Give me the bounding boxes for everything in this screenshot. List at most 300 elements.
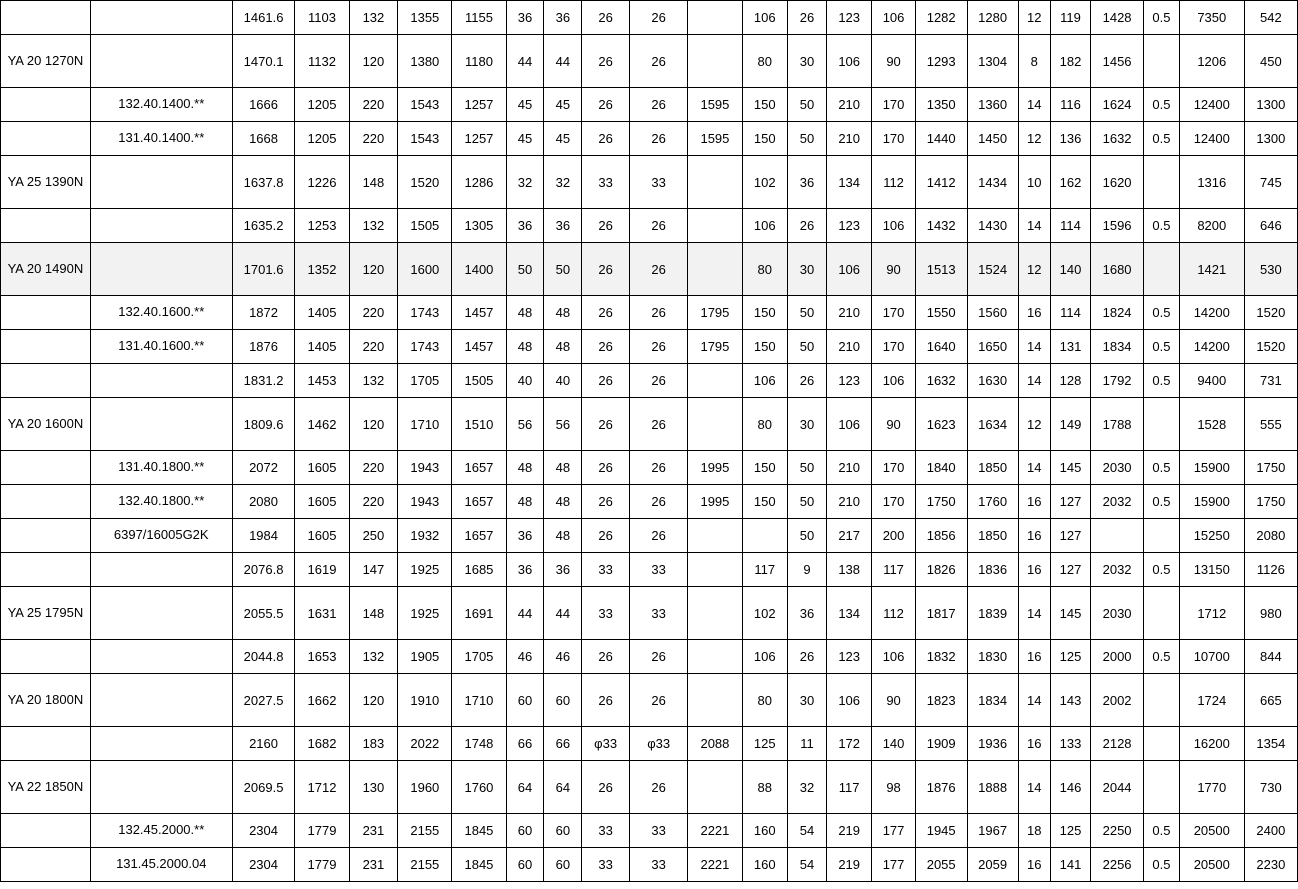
table-row [1,296,1298,330]
cell-d: 1743 [398,330,452,364]
table-row [1,243,1298,296]
table-row [1,398,1298,451]
cell-j: 1595 [688,88,742,122]
cell-q: 14 [1018,451,1050,485]
cell-r: 127 [1051,553,1091,587]
cell-f: 48 [506,451,544,485]
cell-s: 1824 [1091,296,1144,330]
cell-i: 26 [629,451,687,485]
cell-d: 1355 [398,1,452,35]
cell-q: 8 [1018,35,1050,88]
table-row [1,587,1298,640]
cell-o: 1909 [915,727,967,761]
cell-r: 128 [1051,364,1091,398]
cell-t: 0.5 [1144,485,1180,519]
table-row [1,761,1298,814]
cell-r: 133 [1051,727,1091,761]
cell-m: 219 [826,814,871,848]
cell-l: 30 [787,243,826,296]
cell-p: 1650 [967,330,1018,364]
cell-o: 1632 [915,364,967,398]
cell-a: 2304 [232,848,295,882]
cell-k: 106 [742,209,787,243]
cell-i: 33 [629,814,687,848]
cell-i: 26 [629,243,687,296]
cell-m: 106 [826,398,871,451]
cell-f: 36 [506,519,544,553]
cell-e: 1305 [452,209,506,243]
cell-code [90,640,232,674]
cell-b: 1605 [295,485,349,519]
cell-c: 148 [349,156,398,209]
cell-p: 1524 [967,243,1018,296]
cell-s: 2002 [1091,674,1144,727]
cell-r: 162 [1051,156,1091,209]
cell-p: 1850 [967,519,1018,553]
cell-code [90,35,232,88]
cell-d: 1925 [398,553,452,587]
cell-g: 48 [544,519,582,553]
cell-h: 26 [582,451,630,485]
cell-b: 1662 [295,674,349,727]
cell-o: 1293 [915,35,967,88]
cell-d: 1505 [398,209,452,243]
cell-v: 1750 [1244,451,1297,485]
cell-i: 26 [629,485,687,519]
cell-model: YA 20 1600N [1,398,91,451]
cell-q: 12 [1018,243,1050,296]
cell-e: 1257 [452,122,506,156]
cell-b: 1779 [295,848,349,882]
cell-b: 1619 [295,553,349,587]
cell-k: 106 [742,640,787,674]
cell-u: 8200 [1179,209,1244,243]
cell-code [90,398,232,451]
cell-v: 730 [1244,761,1297,814]
cell-code [90,761,232,814]
cell-u: 20500 [1179,848,1244,882]
cell-code: 132.40.1400.** [90,88,232,122]
cell-l: 30 [787,398,826,451]
cell-model [1,364,91,398]
cell-u: 9400 [1179,364,1244,398]
cell-j: 2088 [688,727,742,761]
cell-b: 1103 [295,1,349,35]
cell-model [1,814,91,848]
cell-n: 177 [872,848,915,882]
cell-u: 1712 [1179,587,1244,640]
cell-n: 98 [872,761,915,814]
cell-v: 1126 [1244,553,1297,587]
cell-r: 114 [1051,296,1091,330]
cell-l: 26 [787,209,826,243]
cell-f: 48 [506,296,544,330]
cell-j [688,243,742,296]
cell-g: 48 [544,485,582,519]
cell-u: 1421 [1179,243,1244,296]
cell-g: 66 [544,727,582,761]
cell-q: 14 [1018,88,1050,122]
cell-a: 2304 [232,814,295,848]
cell-a: 2027.5 [232,674,295,727]
cell-k: 102 [742,587,787,640]
table-row [1,88,1298,122]
cell-i: 26 [629,35,687,88]
cell-a: 2055.5 [232,587,295,640]
cell-r: 125 [1051,640,1091,674]
cell-b: 1653 [295,640,349,674]
cell-e: 1691 [452,587,506,640]
cell-d: 1960 [398,761,452,814]
cell-q: 16 [1018,553,1050,587]
cell-p: 1434 [967,156,1018,209]
cell-e: 1180 [452,35,506,88]
cell-h: 26 [582,761,630,814]
cell-m: 210 [826,330,871,364]
cell-s: 2044 [1091,761,1144,814]
cell-q: 16 [1018,848,1050,882]
cell-p: 1304 [967,35,1018,88]
cell-l: 50 [787,296,826,330]
cell-l: 54 [787,848,826,882]
cell-p: 1630 [967,364,1018,398]
cell-h: 26 [582,485,630,519]
cell-m: 134 [826,587,871,640]
cell-f: 48 [506,485,544,519]
cell-e: 1710 [452,674,506,727]
cell-j [688,364,742,398]
cell-u: 1528 [1179,398,1244,451]
cell-o: 1856 [915,519,967,553]
table-row [1,553,1298,587]
cell-m: 210 [826,451,871,485]
cell-h: 33 [582,814,630,848]
cell-l: 36 [787,156,826,209]
cell-g: 48 [544,296,582,330]
cell-m: 106 [826,674,871,727]
cell-m: 106 [826,35,871,88]
cell-model [1,727,91,761]
cell-p: 1450 [967,122,1018,156]
cell-f: 40 [506,364,544,398]
cell-v: 844 [1244,640,1297,674]
cell-j [688,587,742,640]
cell-d: 1925 [398,587,452,640]
cell-t: 0.5 [1144,814,1180,848]
cell-c: 220 [349,122,398,156]
cell-i: 26 [629,122,687,156]
cell-c: 147 [349,553,398,587]
cell-n: 170 [872,330,915,364]
cell-q: 14 [1018,674,1050,727]
cell-u: 13150 [1179,553,1244,587]
cell-g: 40 [544,364,582,398]
cell-o: 1412 [915,156,967,209]
cell-p: 1430 [967,209,1018,243]
cell-d: 1943 [398,485,452,519]
cell-s: 2250 [1091,814,1144,848]
cell-code [90,364,232,398]
cell-i: 26 [629,674,687,727]
cell-q: 12 [1018,1,1050,35]
cell-a: 2069.5 [232,761,295,814]
cell-model [1,848,91,882]
cell-g: 48 [544,330,582,364]
cell-h: 26 [582,519,630,553]
cell-code [90,156,232,209]
cell-n: 112 [872,156,915,209]
cell-m: 217 [826,519,871,553]
cell-model: YA 20 1270N [1,35,91,88]
cell-v: 1354 [1244,727,1297,761]
cell-t [1144,243,1180,296]
cell-l: 50 [787,88,826,122]
cell-o: 1640 [915,330,967,364]
cell-o: 1826 [915,553,967,587]
cell-l: 30 [787,35,826,88]
cell-f: 44 [506,35,544,88]
cell-g: 56 [544,398,582,451]
cell-code [90,243,232,296]
cell-i: φ33 [629,727,687,761]
cell-q: 14 [1018,209,1050,243]
cell-q: 14 [1018,330,1050,364]
cell-r: 127 [1051,519,1091,553]
cell-h: 26 [582,296,630,330]
cell-m: 123 [826,364,871,398]
cell-g: 60 [544,674,582,727]
cell-c: 220 [349,296,398,330]
cell-l: 9 [787,553,826,587]
cell-s: 2256 [1091,848,1144,882]
cell-model: YA 20 1800N [1,674,91,727]
cell-q: 16 [1018,519,1050,553]
cell-l: 36 [787,587,826,640]
cell-g: 45 [544,88,582,122]
cell-m: 219 [826,848,871,882]
cell-model [1,1,91,35]
cell-b: 1605 [295,451,349,485]
cell-code: 131.40.1800.** [90,451,232,485]
cell-t: 0.5 [1144,1,1180,35]
cell-i: 26 [629,398,687,451]
cell-s: 1680 [1091,243,1144,296]
cell-v: 1300 [1244,88,1297,122]
cell-i: 33 [629,156,687,209]
cell-f: 46 [506,640,544,674]
cell-q: 16 [1018,485,1050,519]
cell-n: 106 [872,640,915,674]
cell-k: 150 [742,485,787,519]
cell-e: 1155 [452,1,506,35]
cell-c: 220 [349,330,398,364]
cell-h: 33 [582,848,630,882]
cell-e: 1657 [452,485,506,519]
cell-u: 20500 [1179,814,1244,848]
cell-u: 10700 [1179,640,1244,674]
table-row [1,727,1298,761]
cell-h: 26 [582,640,630,674]
table-body [1,1,1298,882]
cell-s: 1596 [1091,209,1144,243]
cell-a: 2080 [232,485,295,519]
cell-n: 170 [872,88,915,122]
cell-k: 150 [742,330,787,364]
cell-t: 0.5 [1144,330,1180,364]
cell-model [1,296,91,330]
cell-t [1144,727,1180,761]
cell-model [1,88,91,122]
cell-s: 1788 [1091,398,1144,451]
cell-p: 1888 [967,761,1018,814]
cell-n: 177 [872,814,915,848]
cell-i: 26 [629,364,687,398]
cell-d: 2155 [398,848,452,882]
cell-l: 26 [787,1,826,35]
cell-j: 1795 [688,296,742,330]
cell-g: 36 [544,209,582,243]
cell-n: 106 [872,364,915,398]
cell-n: 200 [872,519,915,553]
cell-n: 106 [872,209,915,243]
cell-r: 182 [1051,35,1091,88]
cell-e: 1748 [452,727,506,761]
cell-o: 1432 [915,209,967,243]
cell-a: 1701.6 [232,243,295,296]
table-row [1,640,1298,674]
cell-s: 1428 [1091,1,1144,35]
table-row [1,35,1298,88]
cell-v: 2230 [1244,848,1297,882]
cell-code: 132.40.1800.** [90,485,232,519]
cell-g: 44 [544,587,582,640]
cell-v: 450 [1244,35,1297,88]
cell-v: 2080 [1244,519,1297,553]
cell-k: 150 [742,122,787,156]
cell-a: 1666 [232,88,295,122]
cell-b: 1132 [295,35,349,88]
cell-a: 2160 [232,727,295,761]
cell-v: 1520 [1244,296,1297,330]
cell-f: 48 [506,330,544,364]
cell-o: 1832 [915,640,967,674]
cell-r: 119 [1051,1,1091,35]
table-row [1,1,1298,35]
cell-f: 56 [506,398,544,451]
cell-f: 45 [506,122,544,156]
cell-n: 170 [872,296,915,330]
cell-f: 64 [506,761,544,814]
cell-f: 32 [506,156,544,209]
cell-v: 555 [1244,398,1297,451]
cell-p: 1830 [967,640,1018,674]
cell-n: 140 [872,727,915,761]
cell-k: 160 [742,814,787,848]
cell-k: 88 [742,761,787,814]
cell-model [1,451,91,485]
cell-m: 210 [826,485,871,519]
cell-p: 1634 [967,398,1018,451]
cell-q: 12 [1018,122,1050,156]
cell-g: 46 [544,640,582,674]
cell-k [742,519,787,553]
cell-r: 145 [1051,587,1091,640]
table-row [1,485,1298,519]
cell-t: 0.5 [1144,88,1180,122]
cell-p: 1850 [967,451,1018,485]
cell-q: 12 [1018,398,1050,451]
cell-p: 1839 [967,587,1018,640]
cell-c: 183 [349,727,398,761]
cell-i: 26 [629,640,687,674]
cell-code [90,674,232,727]
cell-j: 1795 [688,330,742,364]
cell-s: 1834 [1091,330,1144,364]
cell-v: 646 [1244,209,1297,243]
cell-f: 45 [506,88,544,122]
cell-c: 231 [349,848,398,882]
cell-c: 120 [349,243,398,296]
cell-t: 0.5 [1144,122,1180,156]
cell-code [90,209,232,243]
cell-i: 26 [629,296,687,330]
cell-q: 14 [1018,364,1050,398]
cell-j: 1995 [688,485,742,519]
cell-o: 1817 [915,587,967,640]
cell-j: 2221 [688,814,742,848]
cell-e: 1505 [452,364,506,398]
cell-model [1,553,91,587]
cell-d: 1600 [398,243,452,296]
cell-p: 1967 [967,814,1018,848]
cell-n: 112 [872,587,915,640]
cell-f: 36 [506,1,544,35]
cell-j: 1595 [688,122,742,156]
cell-r: 127 [1051,485,1091,519]
cell-m: 210 [826,122,871,156]
table-row [1,364,1298,398]
cell-h: 33 [582,156,630,209]
cell-c: 132 [349,209,398,243]
cell-a: 1470.1 [232,35,295,88]
cell-v: 731 [1244,364,1297,398]
cell-k: 117 [742,553,787,587]
cell-e: 1400 [452,243,506,296]
cell-d: 1543 [398,88,452,122]
cell-u: 15900 [1179,485,1244,519]
cell-q: 14 [1018,761,1050,814]
cell-r: 114 [1051,209,1091,243]
cell-q: 18 [1018,814,1050,848]
cell-a: 1984 [232,519,295,553]
cell-u: 1770 [1179,761,1244,814]
cell-f: 60 [506,814,544,848]
table-row [1,122,1298,156]
cell-l: 50 [787,485,826,519]
cell-j [688,35,742,88]
cell-f: 60 [506,674,544,727]
cell-r: 141 [1051,848,1091,882]
cell-k: 150 [742,88,787,122]
cell-l: 54 [787,814,826,848]
cell-d: 1705 [398,364,452,398]
cell-i: 26 [629,519,687,553]
cell-k: 150 [742,296,787,330]
cell-s: 1632 [1091,122,1144,156]
cell-k: 80 [742,243,787,296]
table-row [1,451,1298,485]
cell-q: 16 [1018,727,1050,761]
